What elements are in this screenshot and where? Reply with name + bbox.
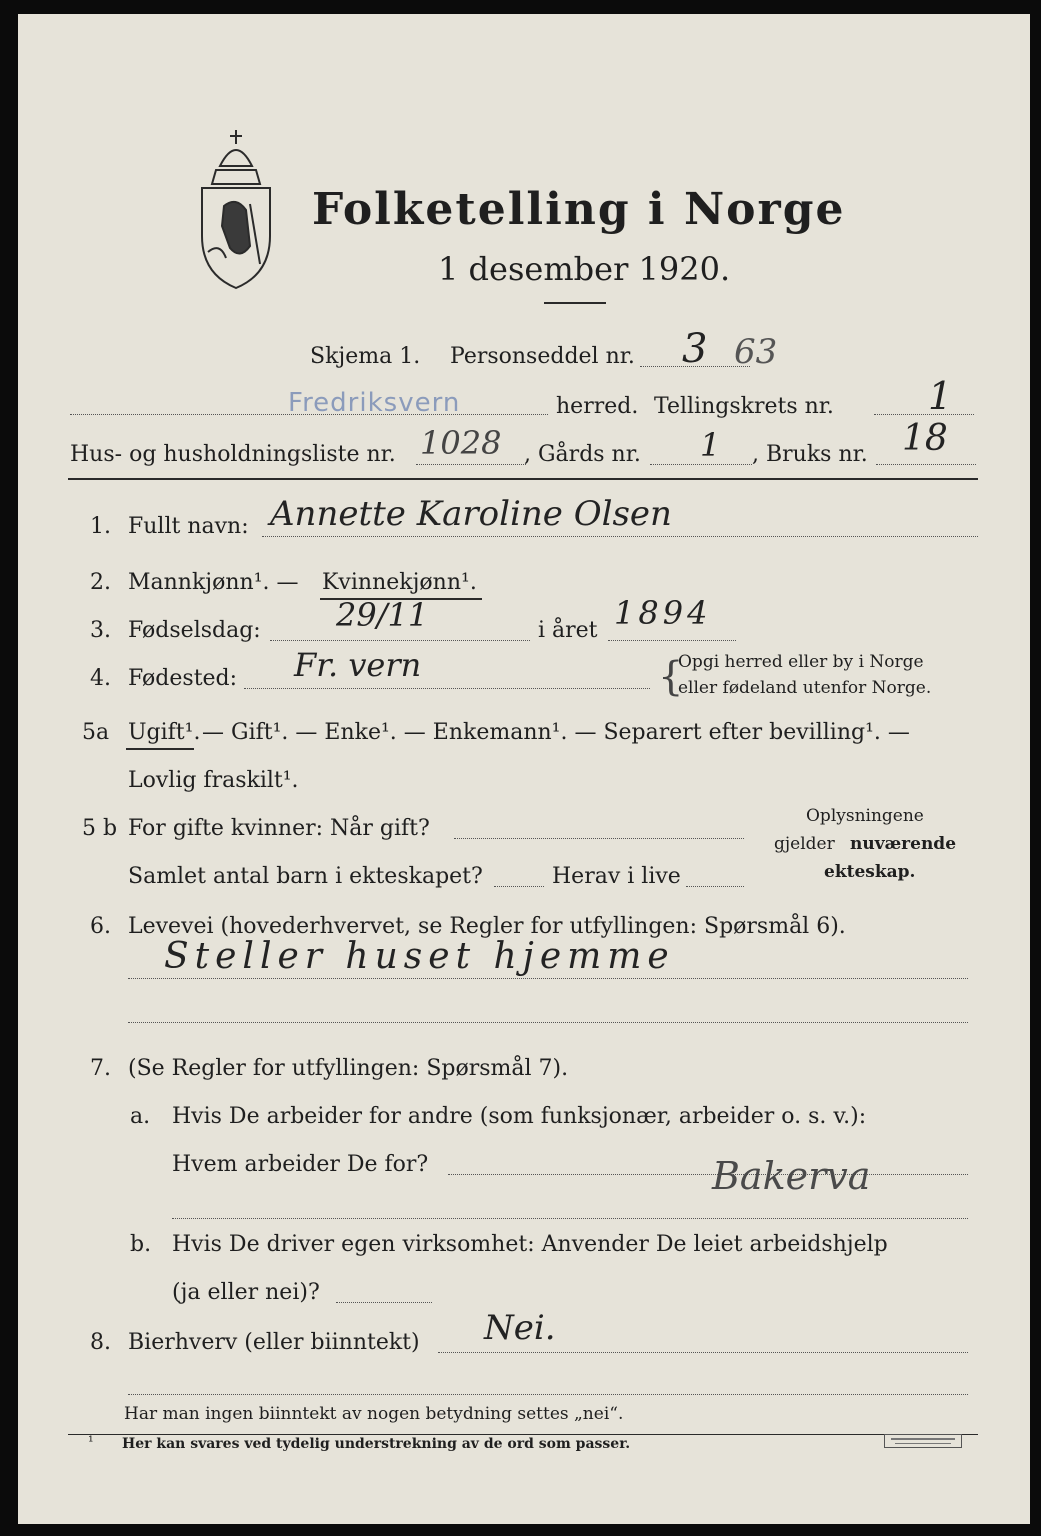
norwegian-coat-of-arms-icon xyxy=(190,126,282,292)
q3-birth-year: 1894 xyxy=(614,594,712,632)
q5b-ilive-label: Herav i live xyxy=(552,864,681,889)
q4-line xyxy=(244,688,650,689)
q4-label: Fødested: xyxy=(128,666,238,691)
q7b-ja-nei-label: (ja eller nei)? xyxy=(172,1280,320,1305)
q7a-label: Hvis De arbeider for andre (som funksjonær, arbeider o. s. v.): xyxy=(172,1104,867,1129)
husholdningsliste-label: Hus- og husholdningsliste nr. xyxy=(70,442,396,467)
q6-occupation: Steller huset hjemme xyxy=(164,936,675,977)
q4-note-2: eller fødeland utenfor Norge. xyxy=(678,678,932,698)
q5a-ugift-underline xyxy=(126,748,194,750)
gards-line xyxy=(650,464,752,465)
q5b-naar-line xyxy=(454,838,744,839)
q4-note-1: Opgi herred eller by i Norge xyxy=(678,652,924,672)
q6-label: Levevei (hovederhvervet, se Regler for utfyllingen: Spørsmål 6). xyxy=(128,914,846,939)
personseddel-value-2: 63 xyxy=(734,332,778,372)
tellingskrets-label: Tellingskrets nr. xyxy=(654,394,834,419)
q5a-fraskilt: Lovlig fraskilt¹. xyxy=(128,768,299,793)
q4-number: 4. xyxy=(90,666,111,691)
q6-line-2 xyxy=(128,1022,968,1023)
q3-year-line xyxy=(608,640,736,641)
q1-full-name: Annette Karoline Olsen xyxy=(270,494,672,534)
q3-date-line xyxy=(270,640,530,641)
q1-label: Fullt navn: xyxy=(128,514,249,539)
q7b-line xyxy=(336,1302,432,1303)
q3-label: Fødselsdag: xyxy=(128,618,261,643)
q5b-note-2b: nuværende xyxy=(850,834,957,854)
form-title: Folketelling i Norge xyxy=(312,184,846,235)
q6-line-1 xyxy=(128,978,968,979)
skjema-label: Skjema 1. xyxy=(310,344,421,369)
q7a-letter: a. xyxy=(130,1104,151,1129)
q4-birthplace: Fr. vern xyxy=(294,646,422,684)
q6-number: 6. xyxy=(90,914,111,939)
q7a-who-line-1 xyxy=(448,1174,968,1175)
biinntekt-note: Har man ingen biinntekt av nogen betydning settes „nei“. xyxy=(124,1404,624,1424)
husholdningsliste-value: 1028 xyxy=(420,424,502,462)
q5b-note-2a: gjelder xyxy=(774,834,835,854)
herred-label: herred. xyxy=(556,394,639,419)
personseddel-label: Personseddel nr. xyxy=(450,344,635,369)
q8-biinntekt: Nei. xyxy=(484,1308,556,1348)
bruks-line xyxy=(876,464,976,465)
q5b-note-1: Oplysningene xyxy=(806,806,924,826)
q7b-letter: b. xyxy=(130,1232,152,1257)
q2-mannkjonn: Mannkjønn¹. — xyxy=(128,570,299,595)
header-rule xyxy=(68,478,978,480)
q8-line-2 xyxy=(128,1394,968,1395)
gards-value: 1 xyxy=(700,426,721,464)
tellingskrets-line xyxy=(874,414,974,415)
q8-label: Bierhverv (eller biinntekt) xyxy=(128,1330,420,1355)
q7a-who-line-2 xyxy=(172,1218,968,1219)
personseddel-value: 3 xyxy=(682,326,708,372)
footnote-divider xyxy=(68,1434,978,1435)
q7-label: (Se Regler for utfyllingen: Spørsmål 7). xyxy=(128,1056,569,1081)
q2-kvinnekjonn: Kvinnekjønn¹. xyxy=(322,570,477,595)
footnote-text: Her kan svares ved tydelig understrekning av de ord som passer. xyxy=(122,1436,631,1452)
herred-stamp: Fredriksvern xyxy=(288,388,461,418)
q5b-barn-line xyxy=(494,886,544,887)
q5a-number: 5a xyxy=(82,720,110,745)
q3-birthday: 29/11 xyxy=(336,596,429,634)
q1-number: 1. xyxy=(90,514,111,539)
husholdningsliste-line xyxy=(416,464,526,465)
q8-line-1 xyxy=(438,1352,968,1353)
q5a-options: — Gift¹. — Enke¹. — Enkemann¹. — Separert efter bevilling¹. — xyxy=(202,720,910,745)
q3-number: 3. xyxy=(90,618,111,643)
title-divider xyxy=(544,302,606,304)
tellingskrets-value: 1 xyxy=(928,374,953,418)
q5b-note-3: ekteskap. xyxy=(824,862,916,882)
q5a-ugift: Ugift¹. xyxy=(128,720,201,745)
q5b-ilive-line xyxy=(686,886,744,887)
q1-line xyxy=(262,536,978,537)
q5b-number: 5 b xyxy=(82,816,118,841)
bruks-value: 18 xyxy=(902,418,948,459)
q3-year-label: i året xyxy=(538,618,598,643)
q7a-employer: Bakerva xyxy=(712,1154,871,1198)
gards-label: , Gårds nr. xyxy=(524,442,641,467)
printer-stamp-icon xyxy=(884,1434,962,1448)
census-form-page xyxy=(18,14,1030,1524)
q7-number: 7. xyxy=(90,1056,111,1081)
q5b-barn-label: Samlet antal barn i ekteskapet? xyxy=(128,864,483,889)
q8-number: 8. xyxy=(90,1330,111,1355)
q7a-who-label: Hvem arbeider De for? xyxy=(172,1152,429,1177)
bruks-label: , Bruks nr. xyxy=(752,442,868,467)
q5b-label: For gifte kvinner: Når gift? xyxy=(128,816,430,841)
footnote-mark: ¹ xyxy=(88,1434,94,1450)
census-date: 1 desember 1920. xyxy=(438,250,731,288)
q4-brace: { xyxy=(658,654,684,700)
q2-number: 2. xyxy=(90,570,111,595)
q7b-label: Hvis De driver egen virksomhet: Anvender De leiet arbeidshjelp xyxy=(172,1232,888,1257)
